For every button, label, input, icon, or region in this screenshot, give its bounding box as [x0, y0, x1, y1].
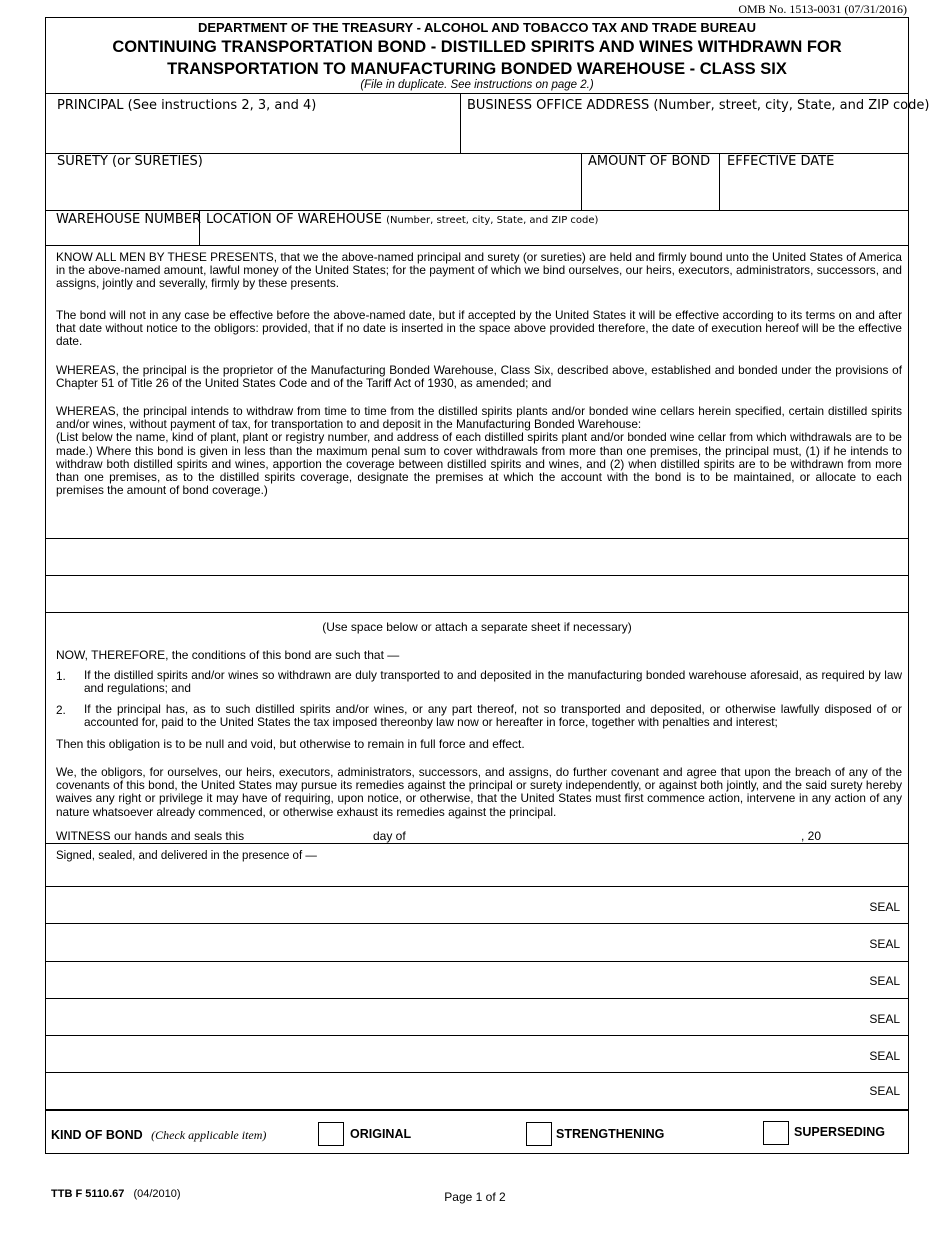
form-header: [45, 17, 909, 94]
warehouse-number-label: WAREHOUSE NUMBER: [56, 212, 202, 227]
divider: [581, 153, 582, 210]
now-therefore: NOW, THEREFORE, the conditions of this bond are such that —: [56, 648, 400, 662]
know-all-men-paragraph: KNOW ALL MEN BY THESE PRESENTS, that we the above-named principal and surety (or sureties) are held and firmly bound unto the United States of America in the above-named amount, lawful money of the United States; for the payment of which we bind ourselves, our heirs, executors, administrators, successors, and assigns, jointly and severally, firmly by these presents.: [56, 250, 902, 291]
page-number: Page 1 of 2: [444, 1190, 506, 1204]
signature-line[interactable]: [50, 964, 850, 996]
kind-of-bond-hint: (Check applicable item): [151, 1128, 267, 1142]
divider: [45, 575, 909, 576]
surety-label: SURETY (or SURETIES): [57, 154, 203, 169]
principal-field[interactable]: [50, 116, 455, 150]
superseding-checkbox[interactable]: [763, 1121, 789, 1145]
strengthening-checkbox[interactable]: [526, 1122, 552, 1146]
location-field[interactable]: [205, 228, 905, 243]
amount-field[interactable]: [585, 172, 715, 206]
signature-line[interactable]: [50, 926, 850, 958]
witness-month-field[interactable]: [412, 828, 797, 842]
divider: [45, 923, 909, 924]
surety-field[interactable]: [50, 172, 575, 206]
seal-label: SEAL: [869, 1084, 900, 1098]
signature-line[interactable]: [50, 1001, 850, 1033]
location-hint: (Number, street, city, State, and ZIP code): [386, 215, 599, 226]
signature-line[interactable]: [50, 889, 850, 921]
whereas-proprietor-paragraph: WHEREAS, the principal is the proprietor of the Manufacturing Bonded Warehouse, Class Six, described above, established and bonded under the provisions of Chapter 51 of Title 26 of the United States Code and of the Tariff Act of 1930, as amended; and: [56, 363, 902, 391]
item-1-number: 1.: [56, 669, 66, 683]
seal-label: SEAL: [869, 1012, 900, 1026]
witness-day-field[interactable]: [245, 828, 367, 842]
warehouse-number-field[interactable]: [50, 228, 195, 243]
seal-label: SEAL: [869, 1049, 900, 1063]
divider: [460, 93, 461, 153]
whereas-withdraw-paragraph: [56, 405, 902, 497]
form-title-line2: TRANSPORTATION TO MANUFACTURING BONDED WAREHOUSE - CLASS SIX: [167, 60, 787, 78]
premises-entry-line[interactable]: [50, 541, 905, 574]
effective-date-label: EFFECTIVE DATE: [727, 154, 835, 169]
strengthening-label: STRENGTHENING: [556, 1127, 665, 1141]
business-address-field[interactable]: [465, 116, 905, 150]
use-space-note: (Use space below or attach a separate sheet if necessary): [322, 620, 632, 634]
divider: [45, 210, 909, 211]
principal-label: PRINCIPAL (See instructions 2, 3, and 4): [57, 98, 317, 113]
divider: [45, 245, 909, 246]
form-subtitle: (File in duplicate. See instructions on page 2.): [360, 79, 594, 91]
location-label-text: LOCATION OF WAREHOUSE: [206, 212, 382, 227]
divider: [199, 210, 200, 245]
divider: [45, 998, 909, 999]
premises-entry-line[interactable]: [50, 578, 905, 611]
original-label: ORIGINAL: [350, 1127, 412, 1141]
seal-label: SEAL: [869, 974, 900, 988]
divider: [45, 961, 909, 962]
year-label: , 20: [801, 829, 822, 843]
divider: [45, 886, 909, 887]
amount-label: AMOUNT OF BOND: [588, 154, 711, 169]
omb-number: OMB No. 1513-0031 (07/31/2016): [738, 2, 907, 16]
item-1-text: If the distilled spirits and/or wines so withdrawn are duly transported to and deposited in the manufacturing bonded warehouse aforesaid, as required by law and regulations; and: [84, 668, 902, 696]
signature-line[interactable]: [50, 1075, 850, 1107]
divider: [45, 1035, 909, 1036]
effective-date-field[interactable]: [723, 172, 905, 206]
department-title: DEPARTMENT OF THE TREASURY - ALCOHOL AND TOBACCO TAX AND TRADE BUREAU: [197, 20, 757, 35]
divider: [45, 843, 909, 844]
seal-label: SEAL: [869, 900, 900, 914]
form-id: TTB F 5110.67: [51, 1188, 125, 1200]
divider: [45, 538, 909, 539]
witness-label: WITNESS our hands and seals this: [56, 829, 245, 843]
divider: [45, 1072, 909, 1073]
divider: [45, 1109, 909, 1111]
form-title-line1: CONTINUING TRANSPORTATION BOND - DISTILLED SPIRITS AND WINES WITHDRAWN FOR: [112, 38, 842, 56]
item-2-text: If the principal has, as to such distilled spirits and/or wines, or any part thereof, not so transported and deposited, or otherwise lawfully disposed of or accounted for, paid to the United States the tax imposed thereonby law now or hereafter in force, together with penalties and interest;: [84, 702, 902, 730]
business-address-label: BUSINESS OFFICE ADDRESS (Number, street, city, State, and ZIP code): [467, 98, 930, 113]
witness-year-field[interactable]: [830, 828, 870, 842]
signature-line[interactable]: [50, 1038, 850, 1070]
kind-of-bond-label: KIND OF BOND: [51, 1128, 143, 1142]
kind-of-bond: [51, 1126, 266, 1144]
superseding-label: SUPERSEDING: [794, 1125, 885, 1139]
whereas-withdraw-text: WHEREAS, the principal intends to withdraw from time to time from the distilled spirits plants and/or bonded wine cellars herein specified, certain distilled spirits and/or wines, without payment of tax, for transportation to and deposit in the Manufacturing Bonded Warehouse:: [56, 404, 902, 432]
seal-label: SEAL: [869, 937, 900, 951]
form-date: (04/2010): [133, 1188, 181, 1200]
item-2-number: 2.: [56, 703, 66, 717]
list-instructions-text: (List below the name, kind of plant, plant or registry number, and address of each distilled spirits plant and/or bonded wine cellar from which withdrawals are to be made.) Where this bond is given in less than the maximum penal sum to cover withdrawals from more than one premises, the principal must, (1) if he intends to withdraw both distilled spirits and wines, apportion the coverage between distilled spirits and wines, and (2) when distilled spirits are to be withdrawn from more than one premises, as to the distilled spirits coverage, designate the premises at which the account with the bond is to be maintained, or allocate to each premises the amount of bond coverage.): [56, 430, 902, 498]
then-statement: Then this obligation is to be null and void, but otherwise to remain in full force and effect.: [56, 737, 525, 751]
location-label: [206, 212, 598, 227]
divider: [719, 153, 720, 210]
signed-sealed-note: Signed, sealed, and delivered in the presence of —: [56, 850, 317, 862]
original-checkbox[interactable]: [318, 1122, 344, 1146]
effective-paragraph: The bond will not in any case be effective before the above-named date, but if accepted by the United States it will be effective according to its terms on and after that date without notice to the obligors: provided, that if no date is inserted in the space above provided therefore, the date of execution hereof will be the effective date.: [56, 308, 902, 349]
divider: [45, 612, 909, 613]
day-of-label: day of: [373, 829, 406, 843]
obligors-paragraph: We, the obligors, for ourselves, our heirs, executors, administrators, successors, and assigns, do further covenant and agree that upon the breach of any of the covenants of this bond, the United States may pursue its remedies against the principal or surety independently, or against both jointly, and the said surety hereby waives any right or privilege it may have of requiring, upon notice, or otherwise, that the United States must first commence action, intervene in any action of any nature whatsoever already commenced, or otherwise exhaust its remedies against the principal.: [56, 765, 902, 819]
